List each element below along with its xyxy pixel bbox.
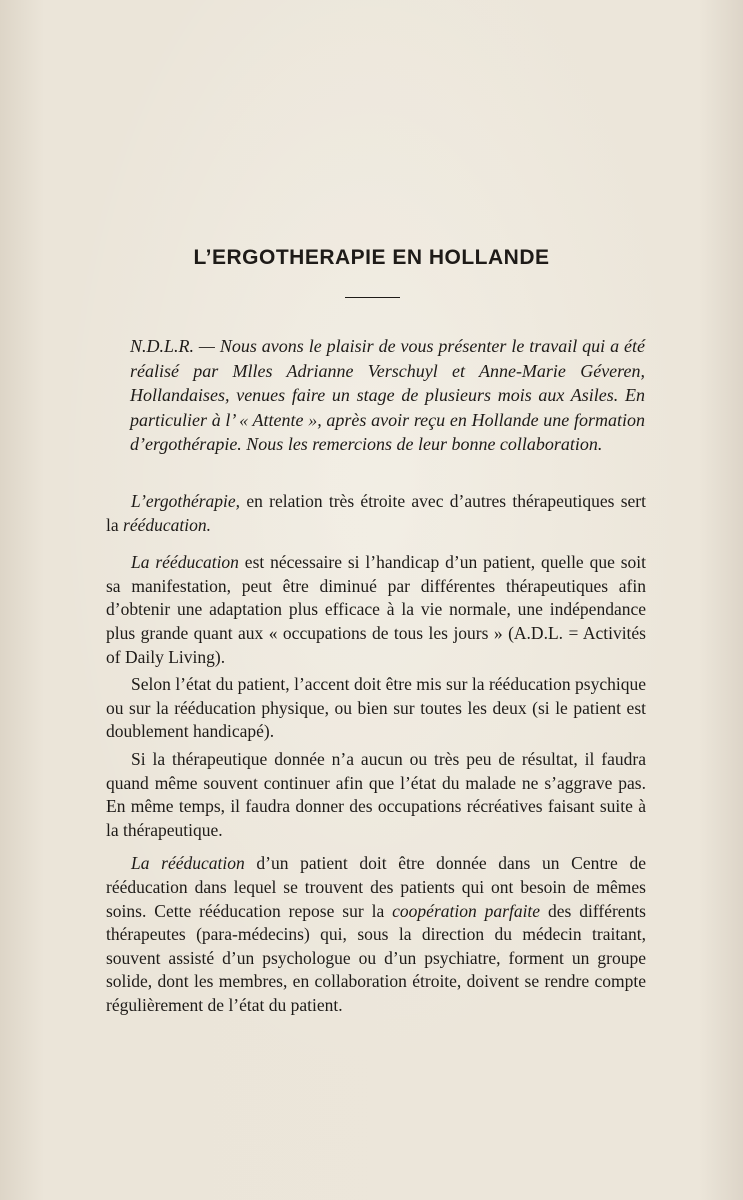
paragraph-2-text: est nécessaire si l’handicap d’un patient, quelle que soit sa manifestation, peut être diminué par différentes thérapeutiques afin d’obtenir une adaptation plus efficace à la vie normale, une indépendance plus grande quant aux « occupations de tous les jours » (A.D.L. = Activités of Daily Living). [106,552,646,667]
paragraph-5-emphasis: coopération parfaite [392,900,541,921]
paragraph-5-lead: La rééducation [131,853,245,874]
article-title: L’ERGOTHERAPIE EN HOLLANDE [193,246,550,269]
paragraph-1-lead: L’ergothérapie, [131,491,241,511]
paragraph-2 [106,551,646,669]
paragraph-2-lead: La rééducation [131,552,239,573]
editor-note: N.D.L.R. — Nous avons le plaisir de vous présenter le travail qui a été réalisé par Mlles Adrianne Verschuyl et Anne-Marie Géveren, Hollandaises, venues faire un stage de plusieurs mois aux Asiles. En particulier à l’ « Attente », après avoir reçu en Hollande une formation d’ergothérapie. Nous les remercions de leur bonne collaboration. [130,336,645,454]
paragraph-1-text: en relation très étroite avec d’autres thérapeutiques sert la [106,491,646,535]
paragraph-5-tail: des différents thérapeutes (para-médecins) qui, sous la direction du médecin traitant, souvent assisté d’un psychologue ou d’un psychiatre, forment un groupe solide, dont les membres, en collaboration étroite, doivent se rendre compte régulièrement de l’état du patient. [106,900,646,1015]
title-divider [345,297,400,298]
paragraph-1-emphasis: rééducation. [123,514,211,535]
paragraph-3: Selon l’état du patient, l’accent doit être mis sur la rééducation psychique ou sur la rééducation physique, ou bien sur toutes les deux (si le patient est doublement handicapé). [106,674,646,742]
paragraph-4: Si la thérapeutique donnée n’a aucun ou très peu de résultat, il faudra quand même souvent continuer afin que l’état du malade ne s’aggrave pas. En même temps, il faudra donner des occupations récréatives faisant suite à la thérapeutique. [106,748,646,840]
paragraph-5-text: d’un patient doit être donnée dans un Centre de rééducation dans lequel se trouvent des patients qui ont besoin de mêmes soins. Cette rééducation repose sur la [106,853,646,921]
article-body [106,490,646,1027]
paragraph-5 [106,852,646,1017]
paragraph-1 [106,490,646,537]
